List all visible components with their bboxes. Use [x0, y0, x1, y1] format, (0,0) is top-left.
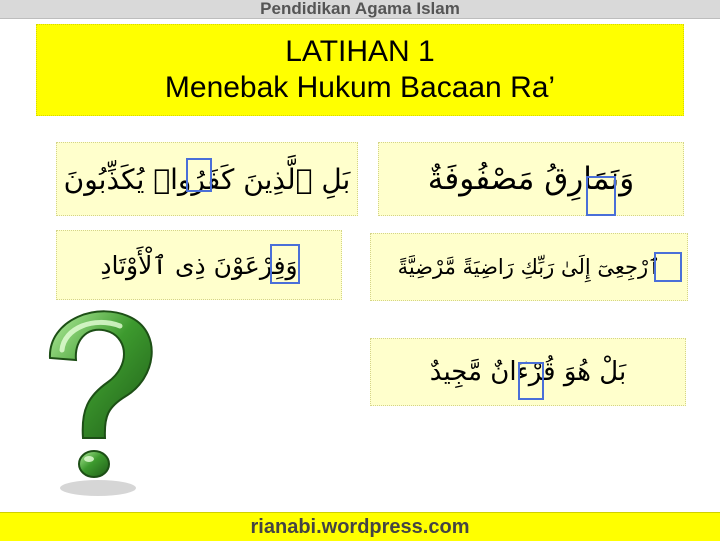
verse-text: ٱرْجِعِىٓ إِلَىٰ رَبِّكِ رَاضِيَةً مَّرْضِيَّةً [397, 255, 661, 279]
verse-text: بَلْ هُوَ قُرْءَانٌ مَّجِيدٌ [429, 357, 627, 387]
verse-text: بَلِ ٱلَّذِينَ كَفَرُوا۟ يُكَذِّبُونَ [63, 162, 351, 196]
page-subtitle: Menebak Hukum Bacaan Ra’ [164, 71, 556, 104]
verse-card [378, 142, 684, 216]
ra-highlight-box [654, 252, 682, 282]
footer-bar [0, 512, 720, 541]
ra-highlight-box [270, 244, 300, 284]
subject-label: Pendidikan Agama Islam [260, 0, 460, 18]
verse-text: وَنَمَارِقُ مَصْفُوفَةٌ [427, 161, 635, 197]
verse-card [370, 233, 688, 301]
question-mark-icon [28, 300, 168, 500]
ra-highlight-box [186, 158, 212, 192]
footer-site-label: rianabi.wordpress.com [250, 516, 470, 538]
ra-highlight-box [518, 362, 544, 400]
ra-highlight-box [586, 176, 616, 216]
header-bar [0, 0, 720, 19]
page-title: LATIHAN 1 [285, 35, 435, 68]
title-box [36, 24, 684, 116]
verse-text: وَفِرْعَوْنَ ذِى ٱلْأَوْتَادِ [100, 250, 298, 280]
